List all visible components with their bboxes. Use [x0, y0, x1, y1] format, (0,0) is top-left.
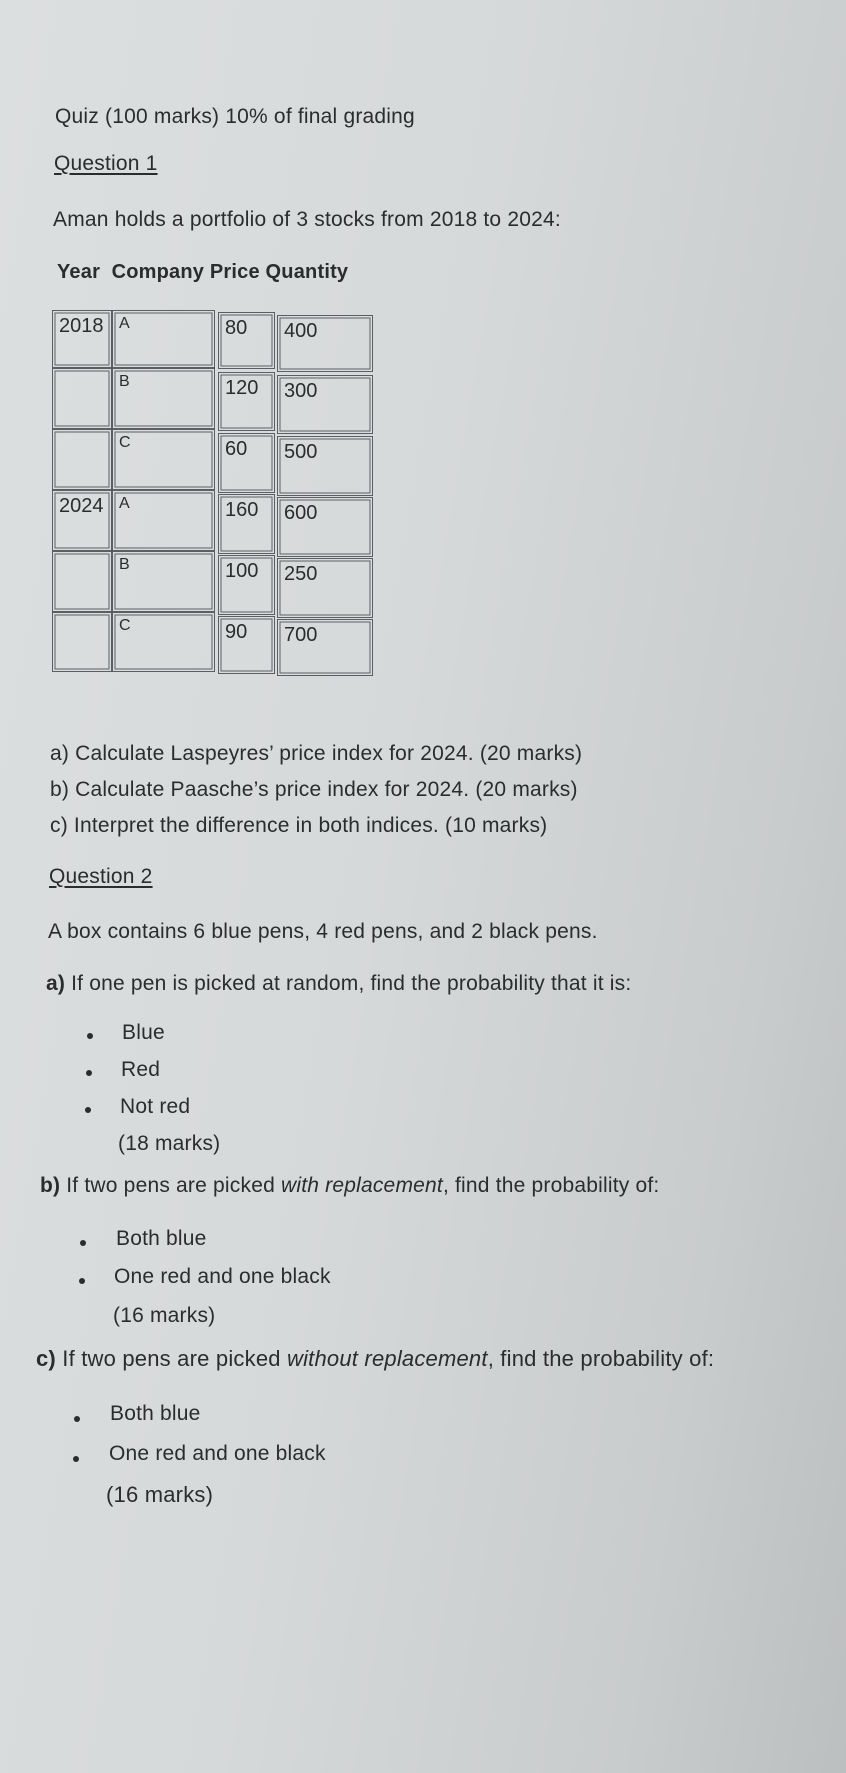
bullet-icon: [86, 1070, 92, 1076]
list-item: Both blue: [110, 1402, 201, 1425]
table-cell-company: B: [112, 551, 215, 612]
question-1-part-c: c) Interpret the difference in both indices. (10 marks): [50, 814, 548, 837]
table-cell-quantity: 600: [277, 497, 373, 557]
question-1-part-a: a) Calculate Laspeyres’ price index for 2024. (20 marks): [50, 742, 583, 765]
table-cell-quantity: 700: [277, 619, 373, 676]
list-item: Red: [121, 1058, 161, 1081]
part-emphasis: without replacement: [287, 1346, 488, 1371]
part-label: b): [40, 1174, 61, 1197]
marks-label: (16 marks): [113, 1304, 216, 1327]
part-text: If two pens are picked: [60, 1174, 281, 1197]
table-header: Year Company Price Quantity: [57, 261, 349, 283]
question-2-part-c: [36, 1346, 714, 1372]
question-2-part-b: [40, 1174, 659, 1198]
part-text: If two pens are picked: [55, 1346, 287, 1371]
table-cell-company: B: [112, 368, 215, 429]
table-cell-company: C: [112, 429, 215, 490]
bullet-icon: [80, 1240, 86, 1246]
marks-label: (16 marks): [106, 1482, 214, 1507]
table-cell-year: [52, 612, 112, 672]
table-cell-year: 2024: [52, 490, 112, 551]
part-text: If one pen is picked at random, find the probability that it is:: [65, 972, 632, 995]
question-1-part-b: b) Calculate Paasche’s price index for 2024. (20 marks): [50, 778, 578, 801]
table-cell-year: [52, 368, 112, 429]
bullet-icon: [85, 1107, 91, 1113]
table-cell-price: 100: [218, 555, 275, 615]
table-cell-price: 60: [218, 433, 275, 493]
table-cell-company: A: [112, 490, 215, 551]
table-cell-quantity: 300: [277, 375, 373, 434]
table-cell-year: [52, 551, 112, 612]
question-2-heading: Question 2: [49, 865, 153, 888]
table-cell-quantity: 400: [277, 315, 373, 372]
table-cell-quantity: 500: [277, 436, 373, 496]
table-cell-quantity: 250: [277, 558, 373, 618]
table-cell-price: 160: [218, 494, 275, 554]
table-cell-year: [52, 429, 112, 490]
bullet-icon: [79, 1278, 85, 1284]
list-item: Not red: [120, 1095, 191, 1118]
bullet-icon: [73, 1456, 79, 1462]
table-cell-year: 2018: [52, 310, 112, 368]
part-text: , find the probability of:: [487, 1346, 715, 1371]
table-cell-company: A: [112, 310, 215, 368]
bullet-icon: [87, 1033, 93, 1039]
list-item: Both blue: [116, 1227, 207, 1250]
part-label: a): [46, 972, 66, 995]
table-cell-price: 80: [218, 312, 275, 369]
part-text: , find the probability of:: [442, 1174, 660, 1197]
table-cell-price: 90: [218, 616, 275, 674]
marks-label: (18 marks): [118, 1132, 221, 1155]
table-cell-company: C: [112, 612, 215, 672]
question-2-part-a: [46, 972, 631, 996]
bullet-icon: [74, 1416, 80, 1422]
question-2-intro: A box contains 6 blue pens, 4 red pens, and 2 black pens.: [48, 920, 598, 943]
question-1-heading: Question 1: [54, 152, 158, 175]
list-item: One red and one black: [114, 1265, 331, 1288]
list-item: Blue: [122, 1021, 165, 1044]
part-label: c): [36, 1346, 56, 1371]
part-emphasis: with replacement: [280, 1174, 443, 1197]
quiz-title: Quiz (100 marks) 10% of final grading: [55, 105, 415, 128]
question-1-intro: Aman holds a portfolio of 3 stocks from 2018 to 2024:: [53, 208, 561, 231]
list-item: One red and one black: [109, 1442, 326, 1465]
table-cell-price: 120: [218, 372, 275, 431]
